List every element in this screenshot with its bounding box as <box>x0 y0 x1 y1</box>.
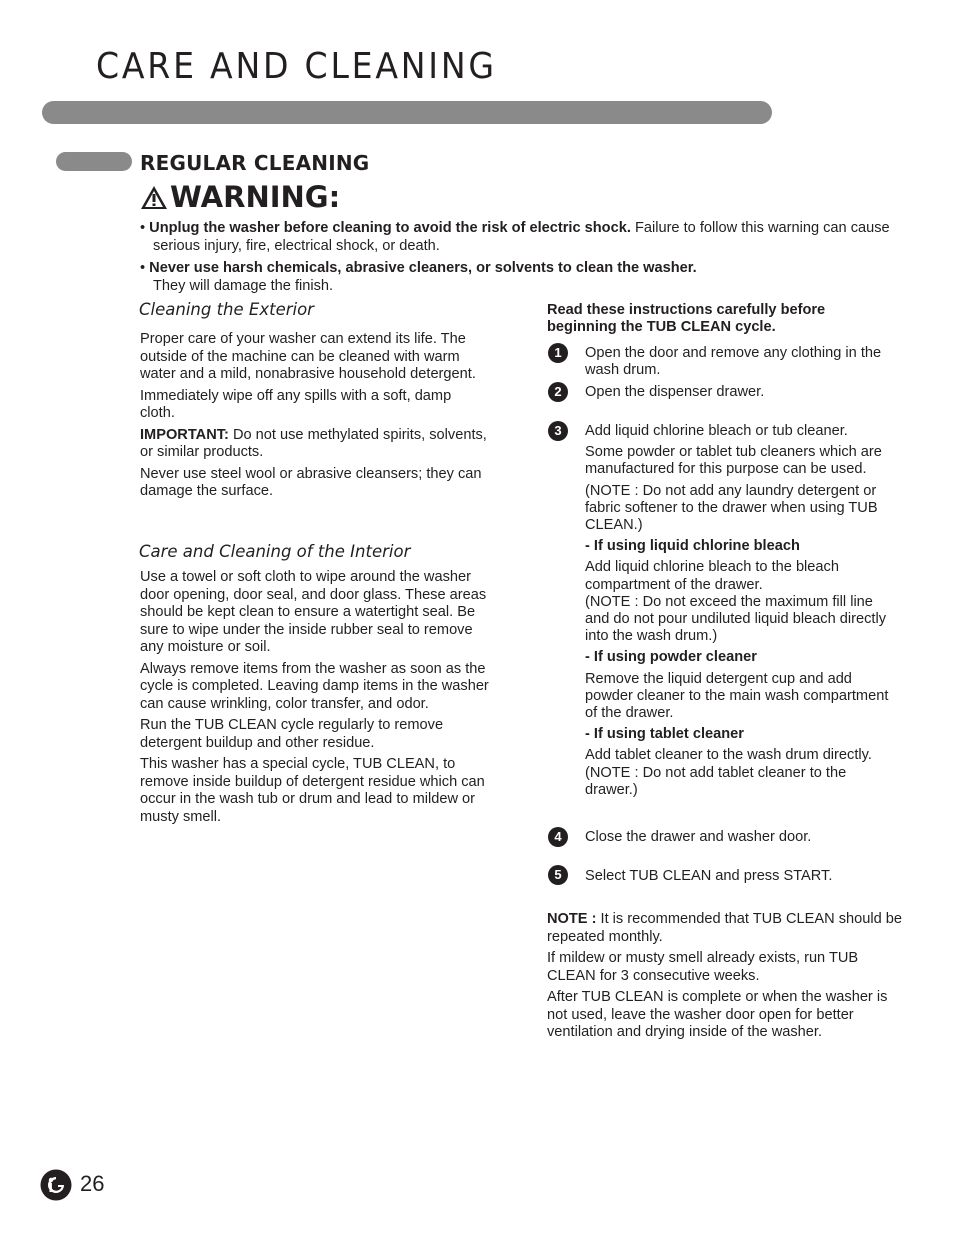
warning-item-text: They will damage the finish. <box>153 278 334 294</box>
step-text: Close the drawer and washer door. <box>585 829 812 845</box>
warning-triangle-icon <box>140 184 168 210</box>
step-5-number: 5 <box>548 865 568 885</box>
step-2-number: 2 <box>548 382 568 402</box>
tablet-subhead: - If using tablet cleaner <box>585 726 744 743</box>
exterior-important <box>140 427 490 462</box>
step-text: Select TUB CLEAN and press START. <box>585 868 833 884</box>
interior-section <box>140 569 490 830</box>
step-4-text <box>585 829 900 850</box>
note-label: NOTE : <box>547 911 597 927</box>
interior-paragraph: This washer has a special cycle, TUB CLEAN, to remove inside buildup of detergent residue which can occur in the wash tub or drum and lead to mildew or musty smell. <box>140 756 485 825</box>
warning-item: • Unplug the washer before cleaning to avoid the risk of electric shock. Failure to follow this warning can cause serious injury, fire, electrical shock, or death. <box>140 220 890 254</box>
step-text: Add liquid chlorine bleach or tub cleaner. <box>585 423 848 439</box>
section-title: REGULAR CLEANING <box>140 151 370 175</box>
exterior-paragraph: Proper care of your washer can extend its life. The outside of the machine can be cleaned with warm water and a mild, nonabrasive household detergent. <box>140 331 476 382</box>
note-paragraph: If mildew or musty smell already exists, run TUB CLEAN for 3 consecutive weeks. <box>547 950 859 984</box>
warning-item-bold: Unplug the washer before cleaning to avoid the risk of electric shock. <box>149 220 631 236</box>
page-title: CARE AND CLEANING <box>96 46 497 87</box>
warning-heading <box>140 180 340 214</box>
important-label: IMPORTANT: <box>140 426 229 443</box>
title-bar <box>42 101 772 124</box>
powder-body: Remove the liquid detergent cup and add powder cleaner to the main wash compartment of the drawer. <box>585 670 889 722</box>
note-paragraph <box>547 911 902 946</box>
step-3-text <box>585 423 900 803</box>
step-2-text <box>585 384 900 405</box>
step-3-number: 3 <box>548 421 568 441</box>
note-text: It is recommended that TUB CLEAN should be repeated monthly. <box>547 911 903 945</box>
interior-paragraph: Run the TUB CLEAN cycle regularly to remove detergent buildup and other residue. <box>140 717 444 751</box>
warning-title: WARNING: <box>170 180 341 214</box>
important-text: Do not use methylated spirits, solvents, or similar products. <box>140 426 487 460</box>
interior-paragraph: Always remove items from the washer as soon as the cycle is completed. Leaving damp items in the washer can cause wrinkling, color transfer, and odor. <box>140 660 489 712</box>
exterior-section <box>140 331 490 505</box>
interior-paragraph: Use a towel or soft cloth to wipe around the washer door opening, door seal, and door glass. These areas should be kept clean to ensure a watertight seal. Be sure to wipe under the inside rubber seal to remove any moisture or soil. <box>140 569 487 655</box>
tablet-note: (NOTE : Do not add tablet cleaner to the drawer.) <box>585 764 847 798</box>
step-1-text <box>585 345 900 383</box>
step-text: Open the dispenser drawer. <box>585 384 765 400</box>
warning-item-bold: Never use harsh chemicals, abrasive cleaners, or solvents to clean the washer. <box>149 260 697 276</box>
section-pill <box>56 152 132 171</box>
warning-item: • Never use harsh chemicals, abrasive cleaners, or solvents to clean the washer. They will damage the finish. <box>140 260 697 294</box>
tubclean-notes <box>547 911 902 1046</box>
step-5-text <box>585 868 900 889</box>
bleach-note: (NOTE : Do not exceed the maximum fill line and do not pour undiluted liquid bleach directly into the wash drum.) <box>585 593 887 645</box>
exterior-heading: Cleaning the Exterior <box>139 300 314 319</box>
lg-logo-icon <box>40 1169 72 1206</box>
warning-item-text: Failure to follow this warning can cause serious injury, fire, electrical shock, or death. <box>153 220 890 254</box>
step-4-number: 4 <box>548 827 568 847</box>
powder-subhead: - If using powder cleaner <box>585 649 757 666</box>
warning-list <box>140 219 900 299</box>
tablet-body: Add tablet cleaner to the wash drum directly. <box>585 747 872 764</box>
step-note: (NOTE : Do not add any laundry detergent or fabric softener to the drawer when using TUB CLEAN.) <box>585 482 878 534</box>
exterior-paragraph: Immediately wipe off any spills with a soft, damp cloth. <box>140 387 452 421</box>
exterior-paragraph: Never use steel wool or abrasive cleansers; they can damage the surface. <box>140 465 482 499</box>
bleach-body: Add liquid chlorine bleach to the bleach compartment of the drawer. <box>585 559 839 593</box>
step-text: Open the door and remove any clothing in the wash drum. <box>585 345 882 379</box>
step-text: Some powder or tablet tub cleaners which are manufactured for this purpose can be used. <box>585 444 882 478</box>
note-paragraph: After TUB CLEAN is complete or when the washer is not used, leave the washer door open for better ventilation and drying inside of the washer. <box>547 989 888 1040</box>
page-number: 26 <box>80 1171 105 1196</box>
interior-heading: Care and Cleaning of the Interior <box>139 542 411 561</box>
step-1-number: 1 <box>548 343 568 363</box>
tubclean-intro: Read these instructions carefully before beginning the TUB CLEAN cycle. <box>547 302 826 335</box>
bleach-subhead: - If using liquid chlorine bleach <box>585 538 800 555</box>
